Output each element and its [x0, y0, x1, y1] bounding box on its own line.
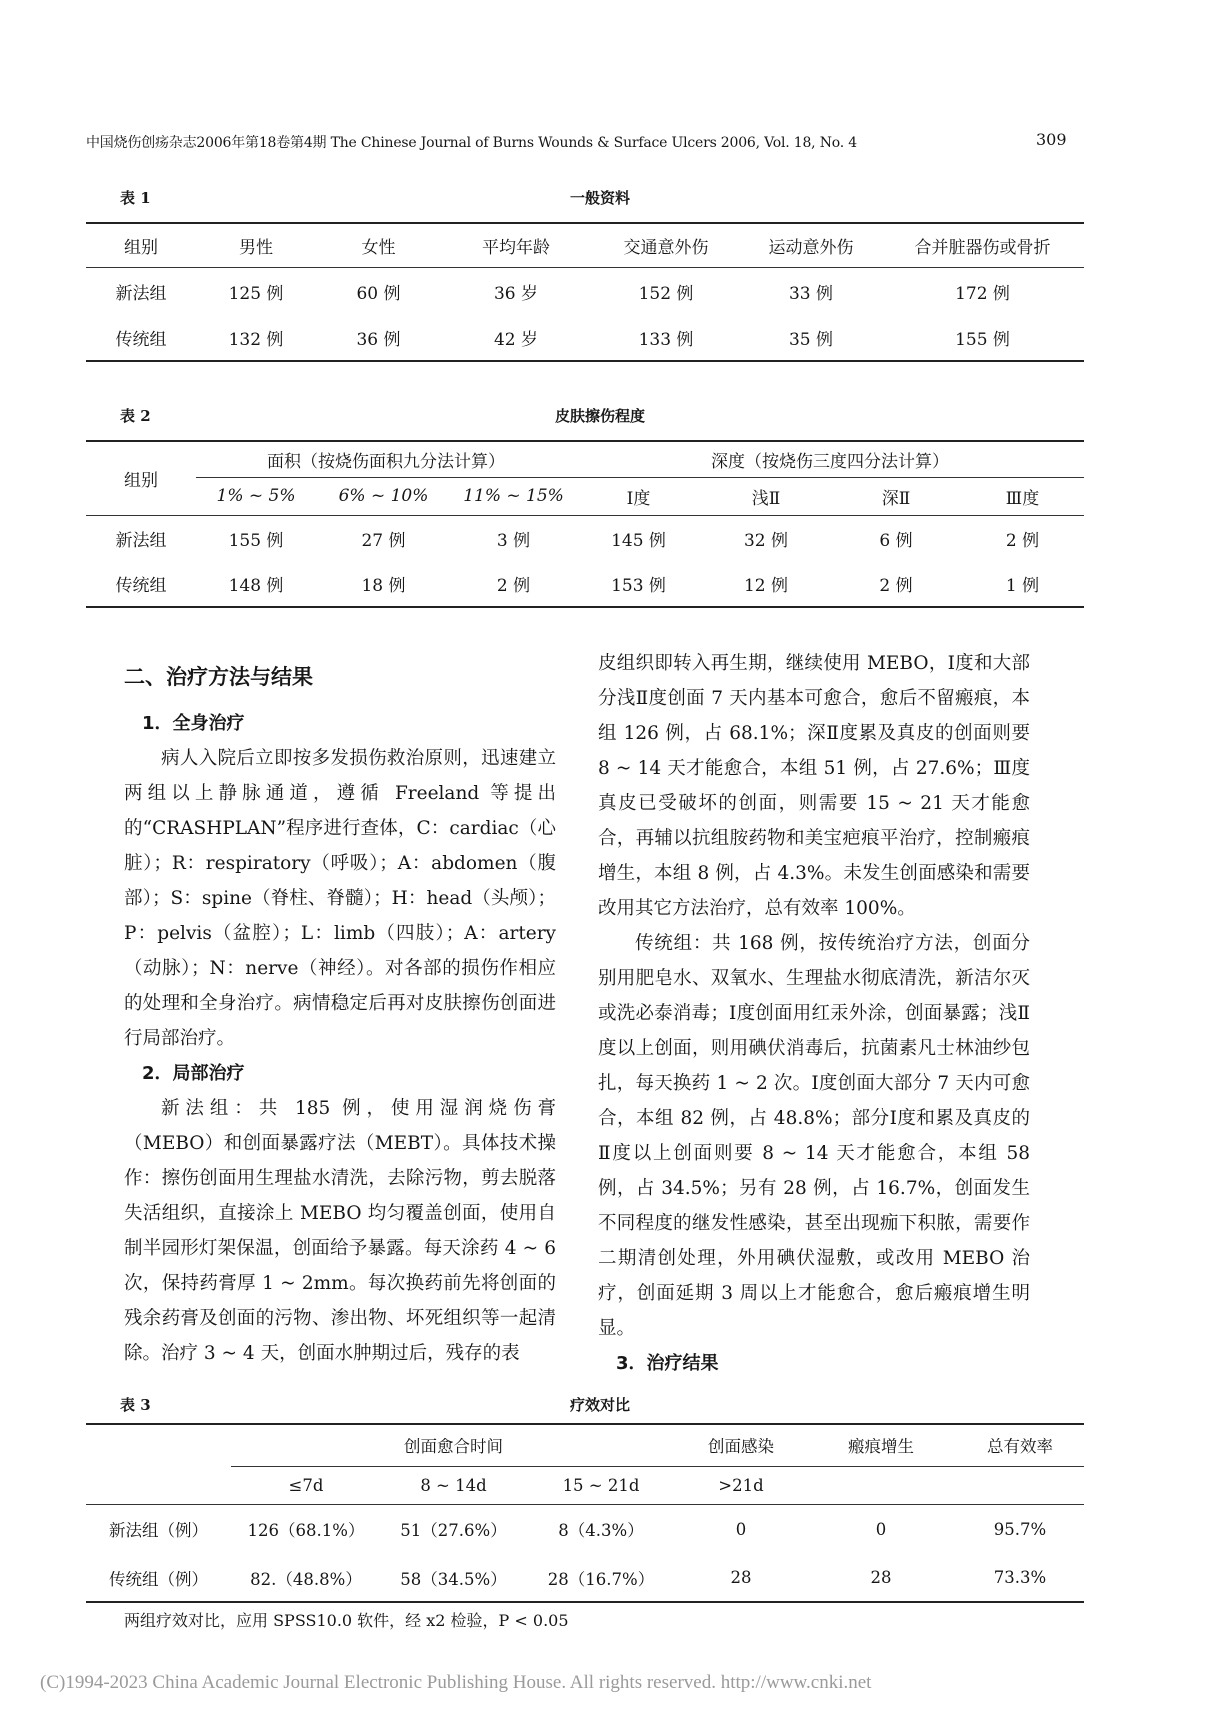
table-cell: 28（16.7%） — [547, 1569, 655, 1589]
table-row — [86, 561, 1084, 607]
subsection-title: 3．治疗结果 — [616, 1353, 719, 1374]
table-cell: 28 — [870, 1568, 892, 1587]
table-cell: 132 例 — [228, 330, 284, 350]
table-cell: 155 例 — [228, 530, 284, 551]
table-cell: 33 例 — [788, 283, 834, 304]
table-cell: 172 例 — [955, 283, 1010, 304]
table2-subcol: Ⅰ度 — [626, 488, 651, 509]
table3-healing-header: 创面愈合时间 — [231, 1424, 676, 1466]
table3-subcol: >21d — [718, 1475, 764, 1495]
table3-infection-header: 创面感染 — [676, 1424, 806, 1466]
table3-subcol — [86, 1466, 231, 1504]
table2-subcol: Ⅲ度 — [1005, 488, 1040, 509]
table1-caption — [120, 187, 1080, 209]
table3-subcol: 15 ~ 21d — [562, 1475, 640, 1495]
table-cell: 73.3% — [993, 1568, 1047, 1587]
subsection-title: 2．局部治疗 — [142, 1063, 245, 1084]
table3-subcol: ≤7d — [288, 1475, 324, 1495]
table3-title: 疗效对比 — [569, 1396, 630, 1414]
table3-header-row — [86, 1424, 1084, 1466]
table-cell: 126（68.1%） — [247, 1521, 365, 1541]
table-row — [86, 1554, 1084, 1602]
table-cell: 传统组（例） — [109, 1569, 208, 1589]
table-cell: 新法组 — [115, 530, 167, 551]
table2-depth-header: 深度（按烧伤三度四分法计算） — [576, 441, 1084, 477]
table3-col-group — [86, 1424, 231, 1466]
table3-caption — [120, 1394, 1080, 1416]
table-row — [86, 1504, 1084, 1554]
table-cell: 0 — [875, 1519, 887, 1539]
table2-header-row — [86, 441, 1084, 477]
table-cell: 155 例 — [955, 330, 1010, 350]
table-cell: 18 例 — [361, 576, 406, 596]
table2-subcol: 浅Ⅱ — [751, 488, 781, 509]
table1-number: 表 1 — [120, 189, 151, 207]
table-cell: 12 例 — [743, 576, 789, 596]
table-cell: 3 例 — [496, 530, 531, 551]
table1-col-traffic: 交通意外伤 — [623, 237, 709, 258]
table-cell: 32 例 — [743, 530, 789, 551]
table-cell: 28 — [730, 1568, 752, 1587]
table-cell: 0 — [735, 1519, 747, 1539]
table3-subcol — [806, 1466, 956, 1504]
table3-number: 表 3 — [120, 1396, 151, 1414]
body-paragraph: 传统组：共 168 例，按传统治疗方法，创面分别用肥皂水、双氧水、生理盐水彻底清洗，新洁尔灭或洗必泰消毒；Ⅰ度创面用红汞外涂，创面暴露；浅Ⅱ度以上创面，则用碘伏消毒后，抗菌素凡士林油纱包扎，每天换药 1 ~ 2 次。Ⅰ度创面大部分 7 天内可愈合，本组 82 例，占 48.8%；部分Ⅰ度和累及真皮的Ⅱ度以上创面则要 8 ~ 14 天才能愈合，本组 58 例，占 34.5%；另有 28 例，占 16.7%，创面发生不同程度的继发性感染，甚至出现痂下积脓，需要作二期清创处理，外用碘伏湿敷，或改用 MEBO 治疗，创面延期 3 周以上才能愈合，愈后瘢痕增生明显。 — [598, 933, 1030, 1339]
table2-subcol: 11% ~ 15% — [463, 486, 564, 506]
section-title: 二、治疗方法与结果 — [124, 665, 313, 689]
table-cell: 60 例 — [356, 283, 401, 304]
table1-col-age: 平均年龄 — [482, 237, 550, 258]
table-cell: 153 例 — [611, 576, 666, 596]
table1-col-group: 组别 — [124, 237, 158, 258]
table1-header-row — [86, 223, 1084, 267]
table-cell: 2 例 — [1005, 530, 1040, 551]
table2-subheader-row — [86, 477, 1084, 515]
table-cell: 152 例 — [638, 283, 694, 304]
table-row — [86, 315, 1084, 361]
table1-title: 一般资料 — [569, 189, 630, 207]
table1-col-organ: 合并脏器伤或骨折 — [914, 237, 1051, 258]
table2-subcol: 深Ⅱ — [881, 488, 911, 509]
table2-caption — [120, 405, 1080, 427]
table1-col-male: 男性 — [239, 237, 273, 258]
table-cell: 51（27.6%） — [400, 1521, 507, 1541]
table-cell: 133 例 — [638, 330, 694, 350]
body-right-column — [598, 646, 1030, 1381]
table-cell: 6 例 — [879, 530, 913, 551]
subsection-title: 1．全身治疗 — [142, 713, 245, 734]
copyright-footer: (C)1994-2023 China Academic Journal Electronic Publishing House. All rights reserved. http://www.cnki.net — [40, 1672, 872, 1693]
table1-col-female: 女性 — [361, 237, 396, 258]
table2-number: 表 2 — [120, 407, 151, 425]
table-row — [86, 267, 1084, 315]
body-paragraph: 新法组：共 185 例，使用湿润烧伤膏（MEBO）和创面暴露疗法（MEBT）。具体技术操作：擦伤创面用生理盐水清洗，去除污物，剪去脱落失活组织，直接涂上 MEBO 均匀覆盖创面，使用自制半园形灯架保温，创面给予暴露。每天涂药 4 ~ 6 次，保持药膏厚 1 ~ 2mm。每次换药前先将创面的残余药膏及创面的污物、渗出物、坏死组织等一起清除。治疗 3 ~ 4 天，创面水肿期过后，残存的表 — [124, 1098, 556, 1364]
table-cell: 42 岁 — [493, 330, 539, 350]
table-cell: 36 岁 — [493, 283, 539, 304]
table3-subcol: 8 ~ 14d — [420, 1475, 487, 1495]
table-cell: 36 例 — [356, 330, 401, 350]
table3-subheader-row — [86, 1466, 1084, 1504]
table1 — [86, 222, 1084, 362]
table-cell: 1 例 — [1005, 576, 1040, 596]
body-paragraph: 病人入院后立即按多发损伤救治原则，迅速建立两组以上静脉通道，遵循 Freeland 等提出的“CRASHPLAN”程序进行查体，C：cardiac（心脏）；R：respiratory（呼吸）；A：abdomen（腹部）；S：spine（脊柱、脊髓）；H：head（头颅）；P：pelvis（盆腔）；L：limb（四肢）；A：artery（动脉）；N：nerve（神经）。对各部的损伤作相应的处理和全身治疗。病情稳定后再对皮肤擦伤创面进行局部治疗。 — [124, 748, 556, 1049]
table-cell: 传统组 — [115, 576, 167, 596]
table-cell: 新法组（例） — [109, 1521, 208, 1541]
table-cell: 125 例 — [228, 283, 284, 304]
running-header: 中国烧伤创疡杂志2006年第18卷第4期 The Chinese Journal of Burns Wounds & Surface Ulcers 2006, Vol. 18, No. 4 — [86, 135, 857, 151]
table1-col-sports: 运动意外伤 — [768, 237, 854, 258]
table3-effective-header: 总有效率 — [956, 1424, 1084, 1466]
table2 — [86, 440, 1084, 608]
table-cell: 新法组 — [115, 283, 167, 304]
page-number: 309 — [1036, 130, 1067, 149]
table-cell: 27 例 — [361, 530, 406, 551]
body-left-column — [124, 660, 556, 1371]
table-cell: 传统组 — [115, 330, 167, 350]
table-cell: 2 例 — [879, 576, 913, 596]
table3 — [86, 1423, 1084, 1603]
table-cell: 145 例 — [611, 530, 666, 551]
table2-col-group: 组别 — [86, 441, 196, 515]
table3-scar-header: 瘢痕增生 — [806, 1424, 956, 1466]
table2-subcol: 6% ~ 10% — [338, 486, 429, 506]
table-cell: 82.（48.8%） — [250, 1569, 362, 1589]
table-cell: 2 例 — [496, 576, 531, 596]
body-paragraph: 皮组织即转入再生期，继续使用 MEBO，Ⅰ度和大部分浅Ⅱ度创面 7 天内基本可愈合，愈后不留瘢痕，本组 126 例，占 68.1%；深Ⅱ度累及真皮的创面则要 8 ~ 14 天才能愈合，本组 51 例，占 27.6%；Ⅲ度真皮已受破坏的创面，则需要 15 ~ 21 天才能愈合，再辅以抗组胺药物和美宝疤痕平治疗，控制瘢痕增生，本组 8 例，占 4.3%。未发生创面感染和需要改用其它方法治疗，总有效率 100%。 — [598, 653, 1030, 919]
table2-subcol: 1% ~ 5% — [216, 486, 296, 506]
table-cell: 58（34.5%） — [400, 1569, 507, 1589]
table-cell: 95.7% — [993, 1519, 1047, 1539]
table3-subcol — [956, 1466, 1084, 1504]
table-row — [86, 515, 1084, 561]
table2-area-header: 面积（按烧伤面积九分法计算） — [196, 441, 576, 477]
table3-note: 两组疗效对比，应用 SPSS10.0 软件，经 x2 检验，P < 0.05 — [124, 1611, 569, 1630]
table-cell: 148 例 — [228, 576, 284, 596]
table-cell: 35 例 — [788, 330, 834, 350]
table2-title: 皮肤擦伤程度 — [554, 407, 645, 425]
table-cell: 8（4.3%） — [558, 1521, 644, 1541]
